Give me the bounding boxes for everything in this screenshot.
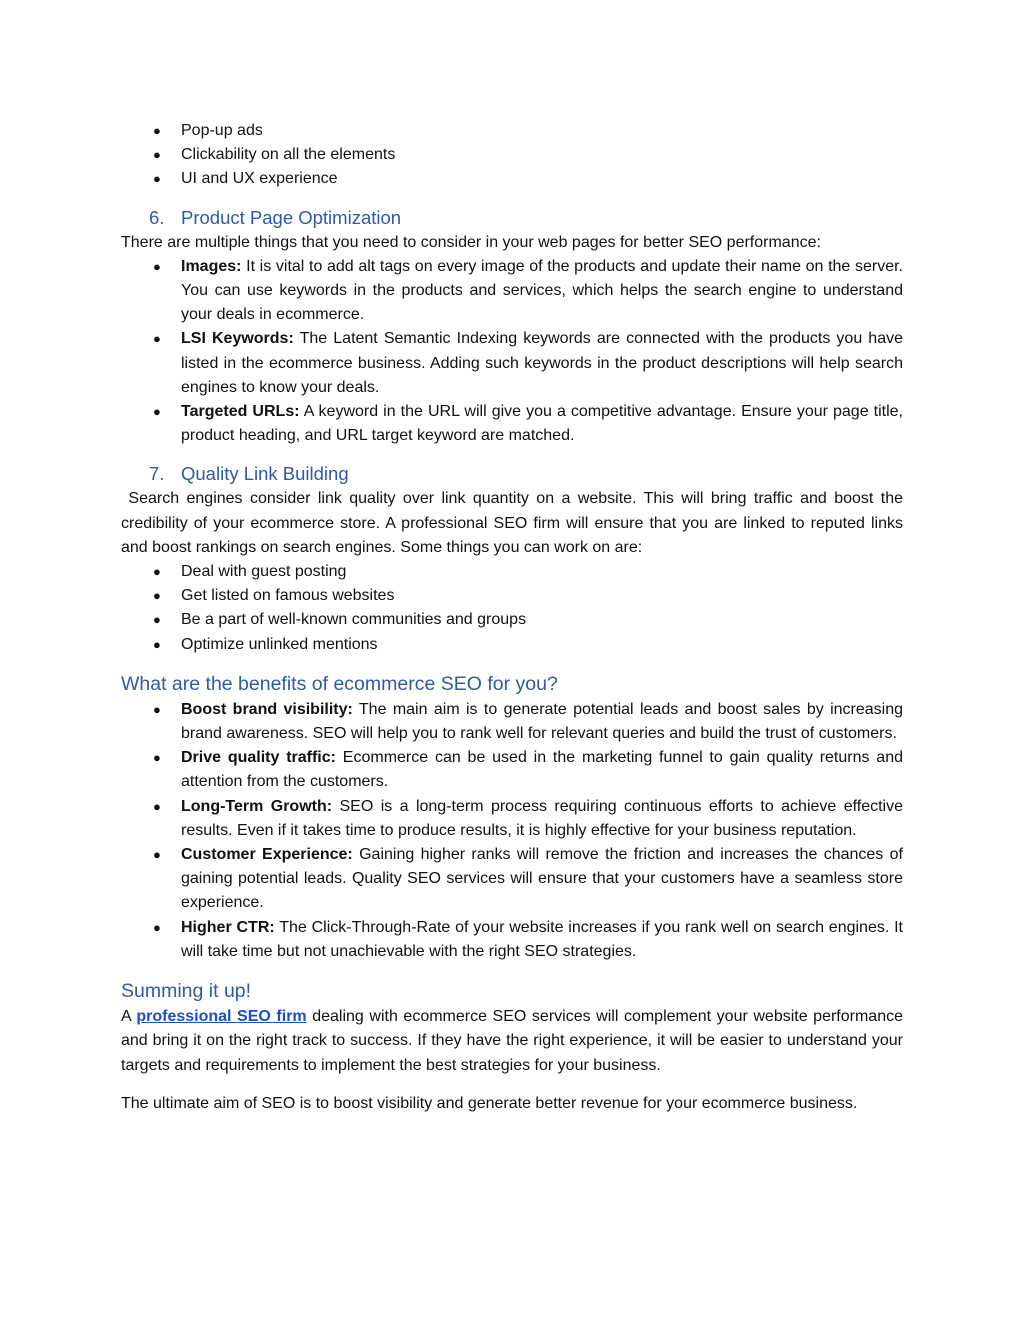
top-bullet-list — [121, 119, 903, 192]
item-term: Targeted URLs: — [181, 403, 300, 421]
item-text: A keyword in the URL will give you a competitive advantage. Ensure your page title, product heading, and URL target keyword are matched. — [181, 403, 903, 445]
list-item: ● Be a part of well-known communities and groups — [181, 608, 903, 632]
section-6-list — [121, 255, 903, 449]
item-term: Customer Experience: — [181, 846, 353, 864]
summary-prefix: A — [121, 1008, 137, 1026]
item-term: LSI Keywords: — [181, 330, 294, 348]
item-term: Long-Term Growth: — [181, 797, 333, 815]
item-term: Drive quality traffic: — [181, 749, 336, 767]
list-item — [181, 843, 903, 916]
section-6-intro: There are multiple things that you need to consider in your web pages for better SEO performance: — [121, 233, 821, 251]
section-7-heading — [149, 461, 903, 487]
list-item: ● Deal with guest posting — [181, 560, 903, 584]
list-item — [181, 916, 903, 964]
section-7-list — [121, 560, 903, 657]
item-text: The main aim is to generate potential leads and boost sales by increasing brand awareness. SEO will help you to rank well for relevant queries and build the trust of customers. — [181, 700, 904, 743]
closing-paragraph: The ultimate aim of SEO is to boost visibility and generate better revenue for your ecommerce business. — [121, 1094, 858, 1112]
item-text: SEO is a long-term process requiring continuous efforts to achieve effective results. Even if it takes time to produce results, it is highly effective for your business reputation. — [181, 797, 904, 839]
list-item: ● Optimize unlinked mentions — [181, 633, 903, 657]
section-7-intro: Search engines consider link quality over link quantity on a website. This will bring traffic and boost the credibility of your ecommerce store. A professional SEO firm will ensure that you are linked to reputed links and boost rankings on search engines. Some things you can work on are: — [121, 490, 908, 556]
benefits-heading: What are the benefits of ecommerce SEO for you? — [121, 672, 558, 695]
list-item — [181, 255, 903, 328]
item-term: Higher CTR: — [181, 918, 275, 936]
list-item — [181, 400, 903, 448]
item-term: Images: — [181, 257, 242, 275]
benefits-list — [121, 698, 903, 964]
item-text: The Click-Through-Rate of your website increases if you rank well on search engines. It will take time but not unachievable with the right SEO strategies. — [181, 918, 904, 960]
list-item: ● UI and UX experience — [181, 167, 903, 191]
list-item: ● Clickability on all the elements — [181, 143, 903, 167]
professional-seo-firm-link[interactable]: professional SEO firm — [136, 1008, 307, 1026]
section-title: Product Page Optimization — [181, 206, 402, 228]
summary-heading: Summing it up! — [121, 980, 252, 1003]
list-item: ● Pop-up ads — [181, 119, 903, 143]
item-text: It is vital to add alt tags on every image of the products and update their name on the server. You can use keywords in the products and services, which helps the search engine to understand your deals in ecommerce. — [181, 257, 903, 324]
document-page — [121, 119, 908, 1116]
list-item — [181, 795, 903, 843]
list-item: ● Get listed on famous websites — [181, 584, 903, 608]
list-item — [181, 746, 903, 794]
list-item — [181, 698, 903, 746]
item-text: Gaining higher ranks will remove the friction and increases the chances of gaining potential leads. Quality SEO services will ensure that your customers have a seamless store experience. — [181, 846, 903, 912]
section-title: Quality Link Building — [181, 463, 349, 485]
section-number: 6. — [149, 206, 165, 228]
list-item — [181, 327, 903, 400]
item-text: Ecommerce can be used in the marketing funnel to gain quality returns and attention from the customers. — [181, 749, 903, 791]
item-text: The Latent Semantic Indexing keywords are connected with the products you have listed in the ecommerce business. Adding such keywords in the product descriptions will help search engines to know your deals. — [181, 330, 904, 396]
summary-text: dealing with ecommerce SEO services will complement your website performance and bring it on the right track to success. If they have the right experience, it will be easier to understand your targets and requirements to implement the best strategies for your business. — [121, 1008, 903, 1074]
summary-paragraph — [121, 1005, 903, 1078]
section-6-heading — [149, 205, 903, 231]
section-number: 7. — [149, 463, 165, 485]
item-term: Boost brand visibility: — [181, 700, 353, 718]
